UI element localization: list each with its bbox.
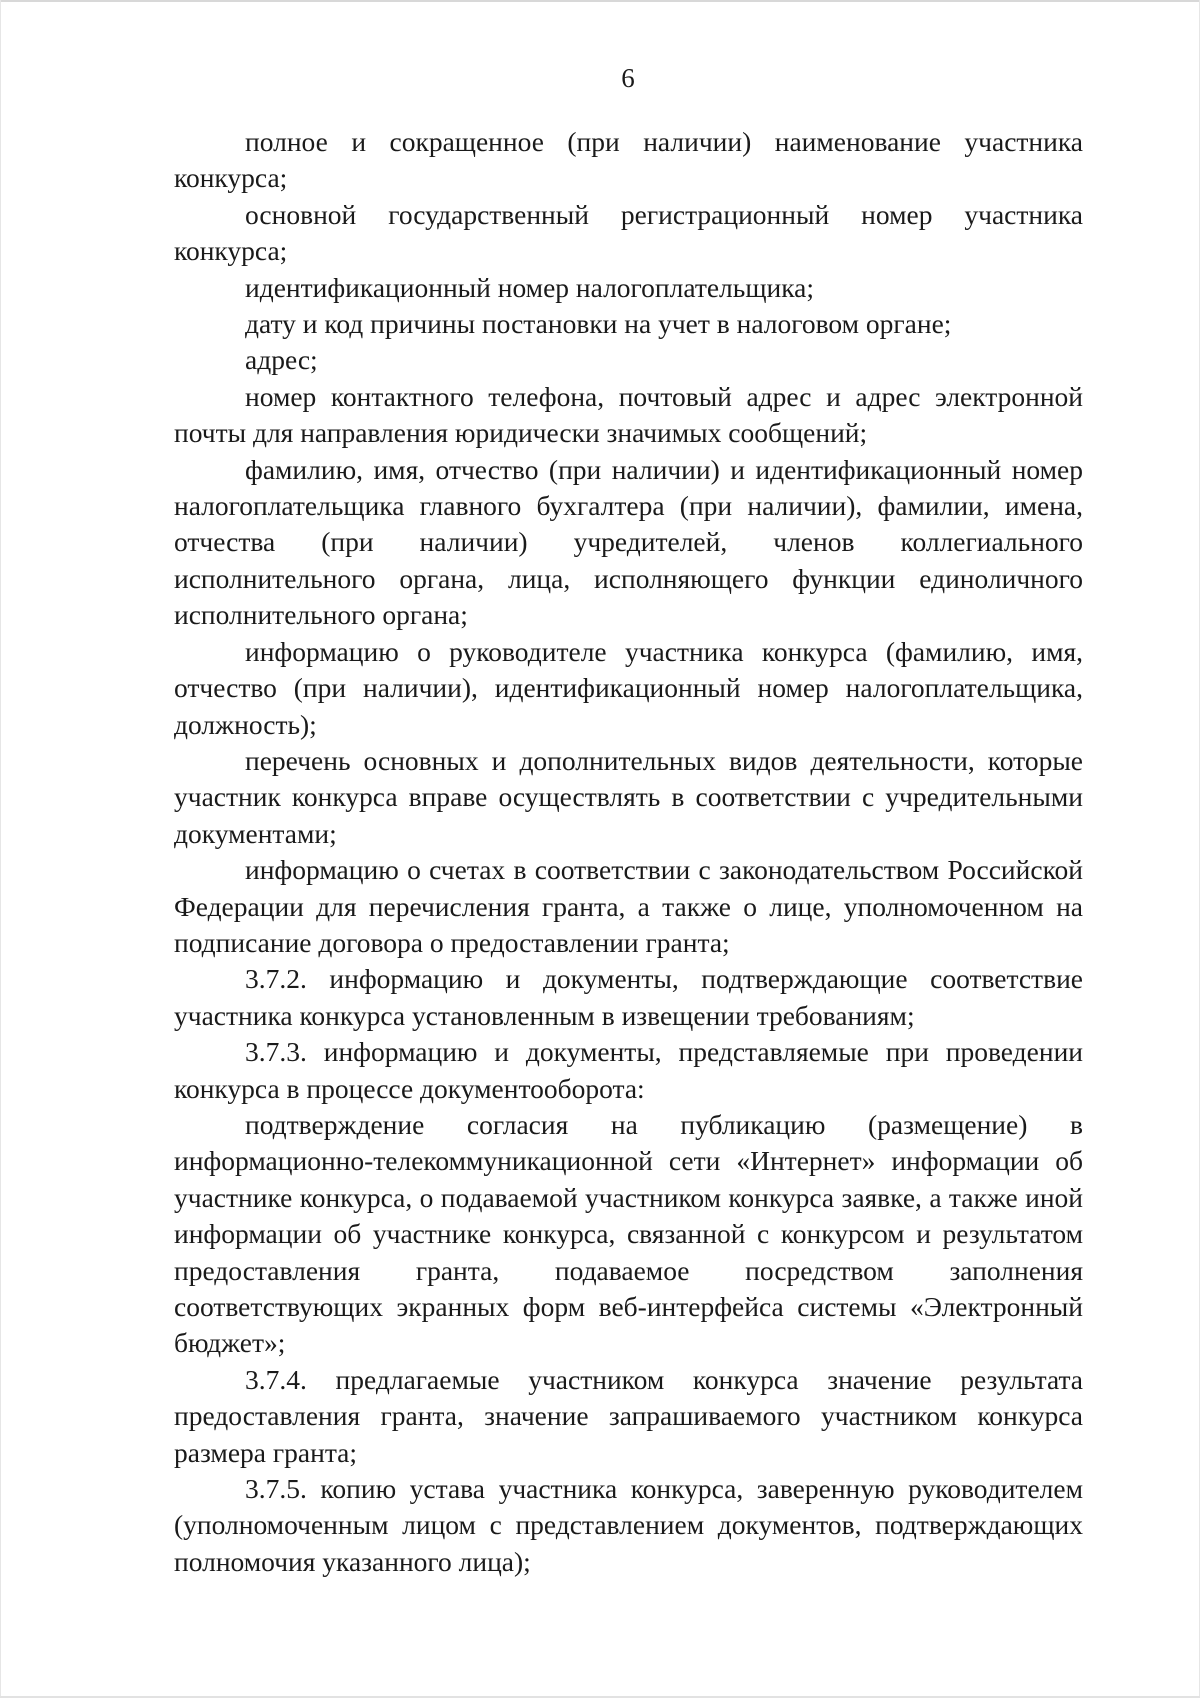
scan-top-edge: [0, 0, 1200, 2]
document-body: [174, 124, 1083, 1580]
paragraph: полное и сокращенное (при наличии) наименование участника конкурса;: [174, 126, 1083, 194]
paragraph: информацию о счетах в соответствии с законодательством Российской Федерации для перечисления гранта, а также о лице, уполномоченном на подписание договора о предоставлении гранта;: [174, 854, 1083, 958]
paragraph: идентификационный номер налогоплательщика;: [245, 271, 815, 303]
paragraph: номер контактного телефона, почтовый адрес и адрес электронной почты для направления юридически значимых сообщений;: [174, 380, 1083, 449]
page-number: 6: [621, 63, 635, 93]
paragraph: 3.7.5. копию устава участника конкурса, заверенную руководителем (уполномоченным лицом с представлением документов, подтверждающих полномочия указанного лица);: [174, 1473, 1083, 1577]
paragraph: перечень основных и дополнительных видов деятельности, которые участник конкурса вправе осуществлять в соответствии с учредительными документами;: [174, 744, 1083, 849]
paragraph: информацию о руководителе участника конкурса (фамилию, имя, отчество (при наличии), идентификационный номер налогоплательщика, должность);: [174, 635, 1083, 740]
paragraph: 3.7.4. предлагаемые участником конкурса значение результата предоставления гранта, значение запрашиваемого участником конкурса размера гранта;: [174, 1363, 1083, 1468]
paragraph: 3.7.2. информацию и документы, подтверждающие соответствие участника конкурса установленным в извещении требованиям;: [174, 963, 1083, 1031]
paragraph: адрес;: [245, 344, 318, 376]
scan-left-edge: [0, 0, 1, 1698]
paragraph: 3.7.3. информацию и документы, представляемые при проведении конкурса в процессе документооборота:: [174, 1036, 1083, 1104]
paragraph: подтверждение согласия на публикацию (размещение) в информационно-телекоммуникационной сети «Интернет» информации об участнике конкурса, о подаваемой участником конкурса заявке, а также иной информации об участнике конкурса, связанной с конкурсом и результатом предоставления гранта, подаваемое посредством заполнения соответствующих экранных форм веб-интерфейса системы «Электронный бюджет»;: [174, 1108, 1083, 1359]
paragraph: дату и код причины постановки на учет в налоговом органе;: [245, 308, 952, 340]
paragraph: фамилию, имя, отчество (при наличии) и идентификационный номер налогоплательщика главного бухгалтера (при наличии), фамилии, имена, отчества (при наличии) учредителей, членов коллегиального исполнительного органа, лица, исполняющего функции единоличного исполнительного органа;: [174, 453, 1083, 631]
paragraph: основной государственный регистрационный номер участника конкурса;: [174, 198, 1083, 267]
